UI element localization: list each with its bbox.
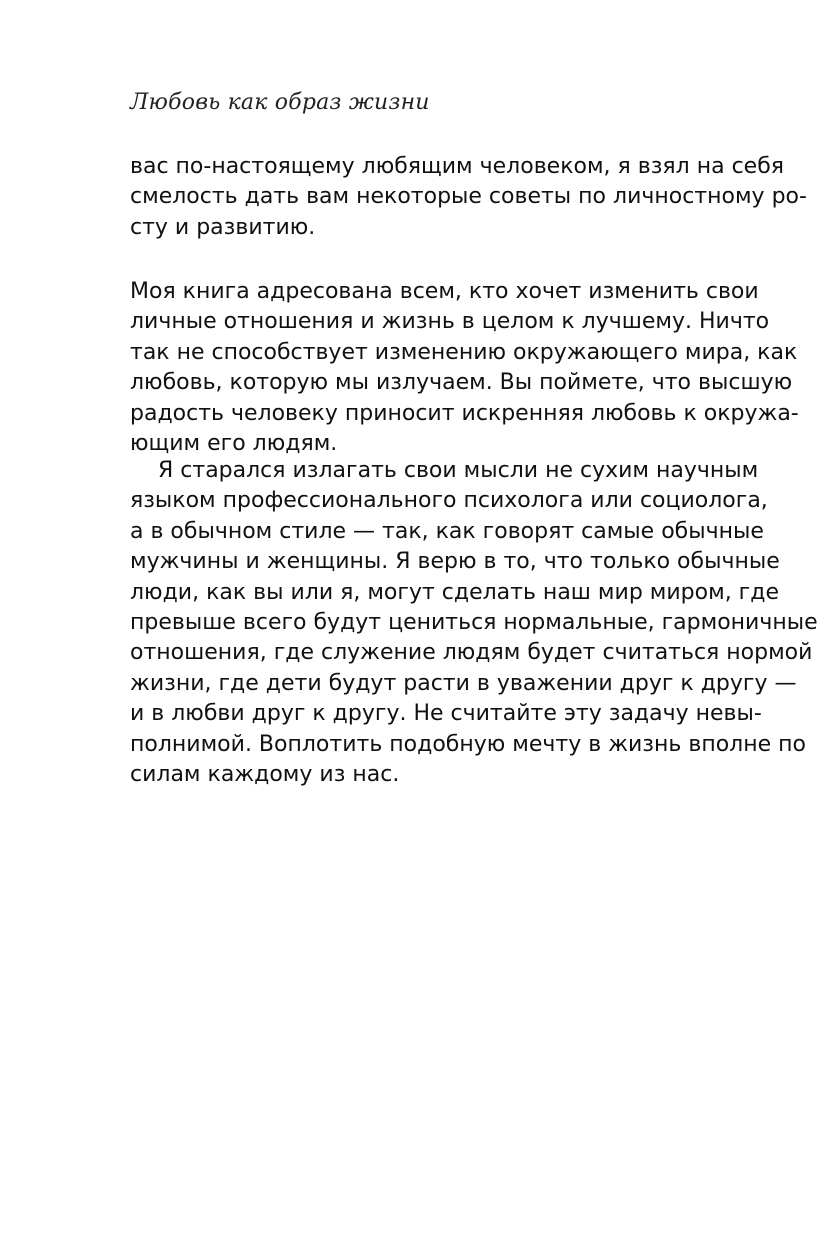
text-line: любовь, которую мы излучаем. Вы поймете, что высшую [130, 370, 793, 396]
text-line: Я старался излагать свои мысли не сухим научным [158, 458, 759, 483]
text-line: Моя книга адресована всем, кто хочет изменить свои [130, 279, 759, 304]
text-line: смелость дать вам некоторые советы по личностному ро- [130, 184, 807, 210]
text-line: радость человеку приносит искренняя любовь к окружа- [130, 400, 799, 426]
text-line: отношения, где служение людям будет считаться нормой [130, 640, 813, 666]
text-line: и в любви друг к другу. Не считайте эту задачу невы- [130, 701, 762, 727]
text-line: превыше всего будут цениться нормальные, гармоничные [130, 609, 818, 635]
text-line: полнимой. Воплотить подобную мечту в жизнь вполне по [130, 731, 806, 757]
text-line: так не способствует изменению окружающего мира, как [130, 339, 798, 365]
paragraph-book-audience [130, 277, 799, 459]
paragraph-writing-style [130, 456, 818, 790]
text-line: личные отношения и жизнь в целом к лучшему. Ничто [130, 309, 770, 335]
paragraph-continuation [130, 152, 807, 243]
text-line: вас по-настоящему любящим человеком, я взял на себя [130, 154, 785, 179]
text-line: ющим его людям. [130, 430, 338, 456]
running-head: Любовь как образ жизни [130, 90, 430, 115]
text-line: жизни, где дети будут расти в уважении друг к другу — [130, 670, 797, 696]
text-line: люди, как вы или я, могут сделать наш мир миром, где [130, 579, 779, 605]
text-line: а в обычном стиле — так, как говорят самые обычные [130, 518, 764, 544]
text-line: мужчины и женщины. Я верю в то, что только обычные [130, 549, 780, 575]
text-line: сту и развитию. [130, 214, 316, 240]
text-line: силам каждому из нас. [130, 761, 400, 787]
text-line: языком профессионального психолога или социолога, [130, 488, 768, 514]
